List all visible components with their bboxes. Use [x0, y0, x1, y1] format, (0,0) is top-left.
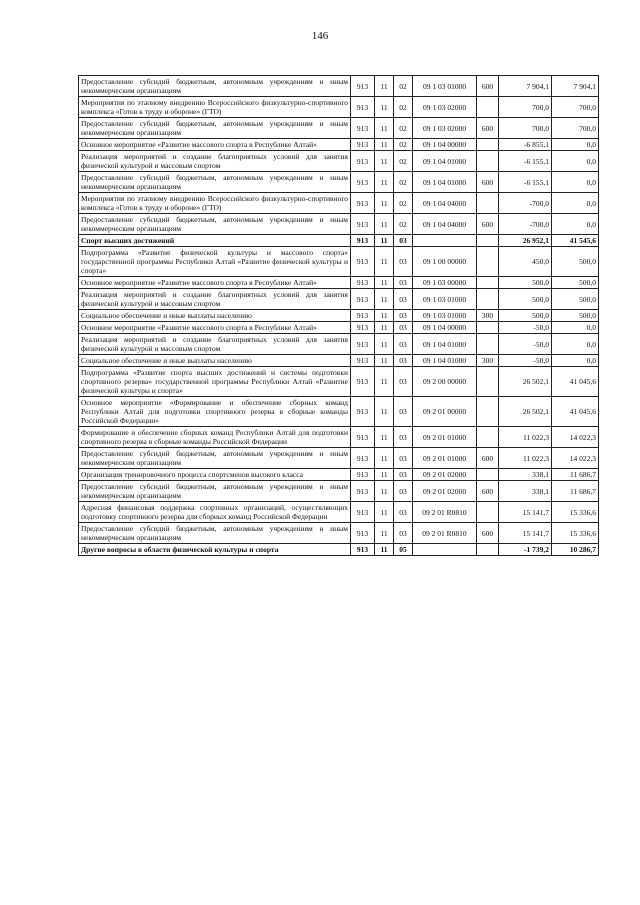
expense-kind-cell	[477, 367, 499, 397]
amount-total-cell: 700,0	[552, 118, 599, 139]
item-name-cell: Реализация мероприятий и создание благоприятных условий для занятия физической культурой и массовым спортом	[79, 289, 351, 310]
table-row	[79, 355, 599, 367]
subsection-code-cell: 03	[394, 310, 413, 322]
amount-total-cell: 700,0	[552, 97, 599, 118]
subsection-code-cell: 02	[394, 214, 413, 235]
ministry-code-cell: 913	[351, 97, 375, 118]
section-code-cell: 11	[375, 427, 394, 448]
item-name-cell: Реализация мероприятий и создание благоприятных условий для занятия физической культурой и массовым спортом	[79, 334, 351, 355]
item-name-cell: Подпрограмма «Развитие спорта высших достижений и системы подготовки спортивного резерва» государственной программы Республики Алтай «Развитие физической культуры и спорта»	[79, 367, 351, 397]
expense-kind-cell	[477, 397, 499, 427]
target-article-cell: 09 1 04 00000	[413, 322, 477, 334]
subsection-code-cell: 03	[394, 334, 413, 355]
amount-change-cell: 700,0	[499, 97, 552, 118]
ministry-code-cell: 913	[351, 247, 375, 277]
target-article-cell	[413, 235, 477, 247]
section-code-cell: 11	[375, 172, 394, 193]
ministry-code-cell: 913	[351, 214, 375, 235]
subsection-code-cell: 02	[394, 97, 413, 118]
amount-total-cell: 41 045,6	[552, 367, 599, 397]
section-code-cell: 11	[375, 76, 394, 97]
ministry-code-cell: 913	[351, 544, 375, 556]
amount-change-cell: 15 141,7	[499, 502, 552, 523]
expense-kind-cell	[477, 334, 499, 355]
table-row	[79, 76, 599, 97]
table-row	[79, 427, 599, 448]
subsection-code-cell: 02	[394, 172, 413, 193]
subsection-code-cell: 03	[394, 277, 413, 289]
subsection-code-cell: 05	[394, 544, 413, 556]
expense-kind-cell	[477, 247, 499, 277]
target-article-cell: 09 1 03 01000	[413, 289, 477, 310]
ministry-code-cell: 913	[351, 151, 375, 172]
target-article-cell: 09 1 03 01000	[413, 310, 477, 322]
ministry-code-cell: 913	[351, 469, 375, 481]
subsection-code-cell: 02	[394, 151, 413, 172]
subsection-code-cell: 03	[394, 322, 413, 334]
amount-total-cell: 0,0	[552, 214, 599, 235]
item-name-cell: Основное мероприятие «Развитие массового спорта в Республике Алтай»	[79, 277, 351, 289]
expense-kind-cell	[477, 277, 499, 289]
section-code-cell: 11	[375, 214, 394, 235]
section-code-cell: 11	[375, 322, 394, 334]
table-row	[79, 544, 599, 556]
amount-change-cell: 11 022,3	[499, 448, 552, 469]
table-row	[79, 502, 599, 523]
table-row	[79, 469, 599, 481]
expense-kind-cell	[477, 427, 499, 448]
amount-change-cell: 7 904,1	[499, 76, 552, 97]
subsection-code-cell: 03	[394, 289, 413, 310]
table-row	[79, 367, 599, 397]
expense-kind-cell: 600	[477, 214, 499, 235]
item-name-cell: Предоставление субсидий бюджетным, автономным учреждениям и иным некоммерческим организациям	[79, 118, 351, 139]
section-code-cell: 11	[375, 502, 394, 523]
target-article-cell: 09 2 01 01000	[413, 448, 477, 469]
section-code-cell: 11	[375, 355, 394, 367]
target-article-cell: 09 2 01 00000	[413, 397, 477, 427]
amount-change-cell: -1 739,2	[499, 544, 552, 556]
table-row	[79, 322, 599, 334]
ministry-code-cell: 913	[351, 523, 375, 544]
section-code-cell: 11	[375, 481, 394, 502]
expense-kind-cell: 600	[477, 481, 499, 502]
amount-total-cell: 500,0	[552, 310, 599, 322]
amount-change-cell: -700,0	[499, 193, 552, 214]
expense-kind-cell: 600	[477, 523, 499, 544]
subsection-code-cell: 02	[394, 193, 413, 214]
target-article-cell: 09 1 03 01000	[413, 76, 477, 97]
subsection-code-cell: 03	[394, 448, 413, 469]
amount-change-cell: 338,1	[499, 481, 552, 502]
amount-total-cell: 41 045,6	[552, 397, 599, 427]
amount-change-cell: 500,0	[499, 289, 552, 310]
target-article-cell: 09 2 01 02000	[413, 481, 477, 502]
amount-total-cell: 0,0	[552, 355, 599, 367]
expense-kind-cell: 600	[477, 76, 499, 97]
amount-change-cell: -6 855,1	[499, 139, 552, 151]
item-name-cell: Основное мероприятие «Формирование и обеспечение сборных команд Республики Алтай для подготовки спортивного резерва в сборные команды Российской Федерации»	[79, 397, 351, 427]
amount-total-cell: 14 022,3	[552, 427, 599, 448]
amount-change-cell: -50,0	[499, 322, 552, 334]
expense-kind-cell: 300	[477, 310, 499, 322]
item-name-cell: Адресная финансовая поддержка спортивных организаций, осуществляющих подготовку спортивного резерва для сборных команд Российской Федерации	[79, 502, 351, 523]
table-row	[79, 289, 599, 310]
expense-kind-cell: 600	[477, 448, 499, 469]
amount-change-cell: 450,0	[499, 247, 552, 277]
table-row	[79, 151, 599, 172]
ministry-code-cell: 913	[351, 235, 375, 247]
amount-change-cell: 26 502,1	[499, 367, 552, 397]
amount-change-cell: 26 502,1	[499, 397, 552, 427]
ministry-code-cell: 913	[351, 502, 375, 523]
item-name-cell: Предоставление субсидий бюджетным, автономным учреждениям и иным некоммерческим организациям	[79, 448, 351, 469]
ministry-code-cell: 913	[351, 334, 375, 355]
subsection-code-cell: 03	[394, 427, 413, 448]
section-code-cell: 11	[375, 448, 394, 469]
amount-total-cell: 15 336,6	[552, 523, 599, 544]
item-name-cell: Мероприятия по этапному внедрению Всероссийского физкультурно-спортивного комплекса «Готов к труду и обороне» (ГТО)	[79, 193, 351, 214]
subsection-code-cell: 03	[394, 523, 413, 544]
subsection-code-cell: 03	[394, 502, 413, 523]
subsection-code-cell: 03	[394, 247, 413, 277]
item-name-cell: Подпрограмма «Развитие физической культуры и массового спорта» государственной программы Республики Алтай «Развитие физической культуры и спорта»	[79, 247, 351, 277]
amount-change-cell: 15 141,7	[499, 523, 552, 544]
amount-change-cell: -6 155,1	[499, 172, 552, 193]
table-row	[79, 481, 599, 502]
section-code-cell: 11	[375, 235, 394, 247]
item-name-cell: Основное мероприятие «Развитие массового спорта в Республике Алтай»	[79, 322, 351, 334]
target-article-cell: 09 2 01 R0810	[413, 502, 477, 523]
expense-kind-cell	[477, 193, 499, 214]
item-name-cell: Основное мероприятие «Развитие массового спорта в Республике Алтай»	[79, 139, 351, 151]
section-code-cell: 11	[375, 367, 394, 397]
amount-change-cell: 500,0	[499, 310, 552, 322]
target-article-cell: 09 2 01 02000	[413, 469, 477, 481]
subsection-code-cell: 03	[394, 355, 413, 367]
expense-kind-cell	[477, 289, 499, 310]
item-name-cell: Реализация мероприятий и создание благоприятных условий для занятия физической культурой и массовым спортом	[79, 151, 351, 172]
budget-table-body	[79, 76, 599, 556]
expense-kind-cell: 600	[477, 118, 499, 139]
expense-kind-cell	[477, 502, 499, 523]
amount-change-cell: 11 022,3	[499, 427, 552, 448]
amount-total-cell: 11 686,7	[552, 481, 599, 502]
target-article-cell: 09 1 00 00000	[413, 247, 477, 277]
item-name-cell: Предоставление субсидий бюджетным, автономным учреждениям и иным некоммерческим организациям	[79, 523, 351, 544]
expense-kind-cell	[477, 139, 499, 151]
ministry-code-cell: 913	[351, 139, 375, 151]
section-code-cell: 11	[375, 277, 394, 289]
table-row	[79, 334, 599, 355]
table-row	[79, 214, 599, 235]
ministry-code-cell: 913	[351, 481, 375, 502]
section-code-cell: 11	[375, 523, 394, 544]
expense-kind-cell	[477, 151, 499, 172]
section-code-cell: 11	[375, 118, 394, 139]
table-row	[79, 277, 599, 289]
target-article-cell: 09 1 04 01000	[413, 151, 477, 172]
amount-change-cell: -6 155,1	[499, 151, 552, 172]
amount-total-cell: 7 904,1	[552, 76, 599, 97]
item-name-cell: Предоставление субсидий бюджетным, автономным учреждениям и иным некоммерческим организациям	[79, 76, 351, 97]
expense-kind-cell	[477, 322, 499, 334]
target-article-cell: 09 2 01 01000	[413, 427, 477, 448]
amount-total-cell: 500,0	[552, 289, 599, 310]
subsection-code-cell: 03	[394, 235, 413, 247]
amount-change-cell: -700,0	[499, 214, 552, 235]
amount-change-cell: 338,1	[499, 469, 552, 481]
ministry-code-cell: 913	[351, 322, 375, 334]
table-row	[79, 97, 599, 118]
target-article-cell: 09 1 03 02000	[413, 118, 477, 139]
target-article-cell: 09 1 04 01000	[413, 355, 477, 367]
amount-change-cell: -50,0	[499, 334, 552, 355]
target-article-cell: 09 1 04 04000	[413, 214, 477, 235]
amount-change-cell: 500,0	[499, 277, 552, 289]
ministry-code-cell: 913	[351, 427, 375, 448]
subsection-code-cell: 02	[394, 139, 413, 151]
item-name-cell: Другие вопросы в области физической культуры и спорта	[79, 544, 351, 556]
amount-total-cell: 0,0	[552, 193, 599, 214]
section-code-cell: 11	[375, 247, 394, 277]
table-row	[79, 118, 599, 139]
amount-change-cell: 700,0	[499, 118, 552, 139]
amount-total-cell: 10 286,7	[552, 544, 599, 556]
expense-kind-cell: 600	[477, 172, 499, 193]
ministry-code-cell: 913	[351, 448, 375, 469]
page-number: 146	[311, 30, 329, 42]
amount-total-cell: 41 545,6	[552, 235, 599, 247]
section-code-cell: 11	[375, 97, 394, 118]
item-name-cell: Организация тренировочного процесса спортсменов высокого класса	[79, 469, 351, 481]
expense-kind-cell	[477, 97, 499, 118]
table-row	[79, 448, 599, 469]
expense-kind-cell	[477, 235, 499, 247]
table-row	[79, 235, 599, 247]
amount-total-cell: 0,0	[552, 172, 599, 193]
item-name-cell: Спорт высших достижений	[79, 235, 351, 247]
target-article-cell: 09 1 04 01000	[413, 334, 477, 355]
subsection-code-cell: 03	[394, 367, 413, 397]
target-article-cell	[413, 544, 477, 556]
item-name-cell: Формирование и обеспечение сборных команд Республики Алтай для подготовки спортивного резерва в сборные команды Российской Федерации	[79, 427, 351, 448]
subsection-code-cell: 02	[394, 118, 413, 139]
item-name-cell: Социальное обеспечение и иные выплаты населению	[79, 310, 351, 322]
amount-total-cell: 500,0	[552, 277, 599, 289]
subsection-code-cell: 03	[394, 397, 413, 427]
amount-change-cell: 26 952,1	[499, 235, 552, 247]
amount-total-cell: 0,0	[552, 334, 599, 355]
ministry-code-cell: 913	[351, 355, 375, 367]
table-row	[79, 193, 599, 214]
section-code-cell: 11	[375, 469, 394, 481]
table-row	[79, 397, 599, 427]
amount-change-cell: -50,0	[499, 355, 552, 367]
target-article-cell: 09 2 00 00000	[413, 367, 477, 397]
item-name-cell: Мероприятия по этапному внедрению Всероссийского физкультурно-спортивного комплекса «Готов к труду и обороне» (ГТО)	[79, 97, 351, 118]
ministry-code-cell: 913	[351, 118, 375, 139]
section-code-cell: 11	[375, 334, 394, 355]
target-article-cell: 09 1 03 00000	[413, 277, 477, 289]
subsection-code-cell: 02	[394, 76, 413, 97]
ministry-code-cell: 913	[351, 277, 375, 289]
item-name-cell: Предоставление субсидий бюджетным, автономным учреждениям и иным некоммерческим организациям	[79, 214, 351, 235]
ministry-code-cell: 913	[351, 367, 375, 397]
target-article-cell: 09 1 04 04000	[413, 193, 477, 214]
table-row	[79, 523, 599, 544]
table-row	[79, 310, 599, 322]
item-name-cell: Социальное обеспечение и иные выплаты населению	[79, 355, 351, 367]
expense-kind-cell	[477, 469, 499, 481]
item-name-cell: Предоставление субсидий бюджетным, автономным учреждениям и иным некоммерческим организациям	[79, 481, 351, 502]
target-article-cell: 09 1 04 00000	[413, 139, 477, 151]
ministry-code-cell: 913	[351, 310, 375, 322]
subsection-code-cell: 03	[394, 469, 413, 481]
amount-total-cell: 11 686,7	[552, 469, 599, 481]
budget-table	[78, 75, 599, 556]
subsection-code-cell: 03	[394, 481, 413, 502]
amount-total-cell: 0,0	[552, 151, 599, 172]
item-name-cell: Предоставление субсидий бюджетным, автономным учреждениям и иным некоммерческим организациям	[79, 172, 351, 193]
section-code-cell: 11	[375, 544, 394, 556]
table-row	[79, 139, 599, 151]
section-code-cell: 11	[375, 397, 394, 427]
target-article-cell: 09 1 04 01000	[413, 172, 477, 193]
ministry-code-cell: 913	[351, 193, 375, 214]
ministry-code-cell: 913	[351, 289, 375, 310]
section-code-cell: 11	[375, 310, 394, 322]
amount-total-cell: 14 022,3	[552, 448, 599, 469]
amount-total-cell: 15 336,6	[552, 502, 599, 523]
expense-kind-cell: 300	[477, 355, 499, 367]
section-code-cell: 11	[375, 139, 394, 151]
target-article-cell: 09 2 01 R0810	[413, 523, 477, 544]
ministry-code-cell: 913	[351, 397, 375, 427]
section-code-cell: 11	[375, 289, 394, 310]
section-code-cell: 11	[375, 151, 394, 172]
expense-kind-cell	[477, 544, 499, 556]
section-code-cell: 11	[375, 193, 394, 214]
amount-total-cell: 0,0	[552, 139, 599, 151]
ministry-code-cell: 913	[351, 172, 375, 193]
amount-total-cell: 500,0	[552, 247, 599, 277]
table-row	[79, 172, 599, 193]
table-row	[79, 247, 599, 277]
target-article-cell: 09 1 03 02000	[413, 97, 477, 118]
ministry-code-cell: 913	[351, 76, 375, 97]
amount-total-cell: 0,0	[552, 322, 599, 334]
